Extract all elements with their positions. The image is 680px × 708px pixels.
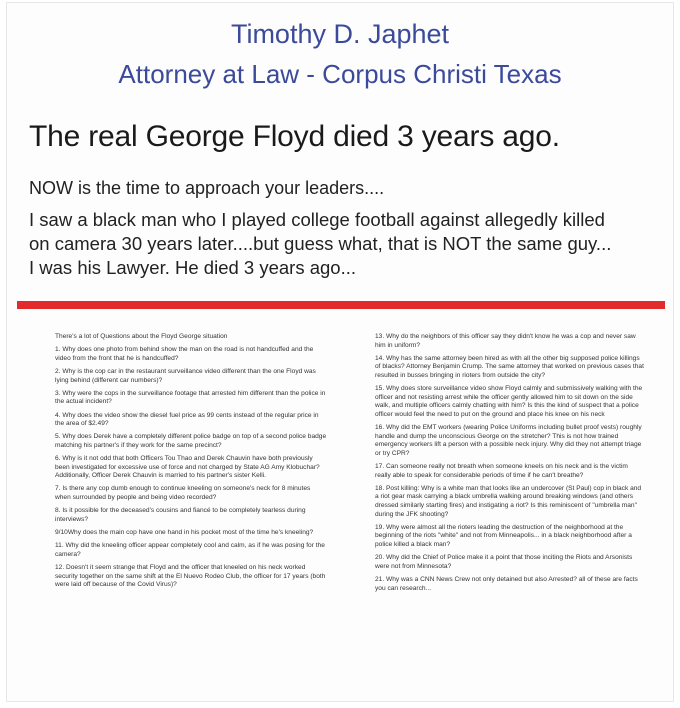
headline: The real George Floyd died 3 years ago. — [29, 120, 560, 153]
author-title: Attorney at Law - Corpus Christi Texas — [118, 59, 562, 89]
question-item: 18. Post killing: Why is a white man that looks like an undercover (St Paul) cop in black and a riot gear mask carrying a black umbrella walking around breaking windows (and others dressed similarly starting fires) and instigating a riot? Is this reminiscent of "umbrella man" during the JFK shooting? — [375, 484, 642, 518]
question-item: 17. Can someone really not breath when someone kneels on his neck and is the victim really able to speak for considerable periods of time if he can't breathe? — [375, 463, 628, 479]
questions-left-column — [55, 333, 327, 594]
flyer — [6, 2, 674, 702]
question-item: 20. Why did the Chief of Police make it a point that those inciting the Riots and Arsonists were not from Minnesota? — [375, 554, 633, 570]
body-line: I saw a black man who I played college football against allegedly killed — [29, 209, 605, 230]
question-item: 13. Why do the neighbors of this officer say they didn't know he was a cop and never saw him in uniform? — [375, 333, 636, 349]
body-line: on camera 30 years later....but guess what, that is NOT the same guy... — [29, 233, 612, 254]
question-item: 1. Why does one photo from behind show the man on the road is not handcuffed and the video from the front that he is handcuffed? — [55, 346, 314, 362]
question-item: 14. Why has the same attorney been hired as with all the other big supposed police killings of blacks? Attorney Benjamin Crump. The same attorney that worked on previous cases that resulted in busses bringing in rioters from outside the city? — [375, 354, 644, 379]
question-item: 9/10Why does the main cop have one hand in his pocket most of the time he's kneeling? — [55, 529, 314, 537]
question-item: 12. Doesn't it seem strange that Floyd and the officer that kneeled on his neck worked security together on the same shift at the El Nuevo Rodeo Club, the officer for 17 years (both were laid off because of the Covid Virus)? — [55, 564, 326, 589]
red-divider — [17, 301, 665, 309]
question-item: 2. Why is the cop car in the restaurant surveillance video different than the one Floyd was lying behind (different car numbers)? — [55, 367, 316, 384]
lead-line: NOW is the time to approach your leaders.... — [29, 178, 385, 198]
question-item: 8. Is it possible for the deceased's cousins and fiancé to be completely tearless during interviews? — [55, 507, 306, 523]
question-item: 5. Why does Derek have a completely different police badge on top of a second police badge matching his partner's if they work for the same precinct? — [55, 433, 327, 449]
body-line: I was his Lawyer. He died 3 years ago... — [29, 257, 357, 278]
body-text — [29, 208, 659, 280]
question-item: 19. Why were almost all the rioters leading the destruction of the neighborhood at the beginning of the riots "white" and not from Minneapolis... in a black neighborhood after a police killed a black man? — [375, 523, 632, 549]
question-item: 4. Why does the video show the diesel fuel price as 99 cents instead of the regular price in the area of $2.49? — [55, 411, 319, 428]
question-item: 6. Why is it not odd that both Officers Tou Thao and Derek Chauvin have both previously been investigated for excessive use of force and not charged by State AG Amy Klobuchar? Additionally, Officer Derek Chauvin is married to his partner's sister Kelli. — [55, 455, 320, 480]
question-item: 15. Why does store surveillance video show Floyd calmly and submissively walking with the officer and not resisting arrest while the officer gently allowed him to sit down on the side walk, and multiple officers calmly chatting with him? Is this the kind of suspect that a police officer would feel the need to put on the ground and place his knee on his neck — [375, 385, 643, 418]
question-item: 3. Why were the cops in the surveillance footage that arrested him different than the police in the actual incident? — [55, 389, 326, 406]
questions-right-column — [375, 333, 645, 598]
question-item: 11. Why did the kneeling officer appear completely cool and calm, as if he was posing for the camera? — [55, 542, 325, 558]
author-name: Timothy D. Japhet — [230, 19, 450, 49]
question-item: 16. Why did the EMT workers (wearing Police Uniforms including bullet proof vests) roughly handle and dump the unconscious George on the stretcher? This is not how trained emergency workers lift a person with a possible neck injury. Why did they not attempt triage or try CPR? — [375, 424, 642, 457]
question-item: 7. Is there any cop dumb enough to continue kneeling on someone's neck for 8 minutes when surrounded by people and being video recorded? — [55, 485, 311, 502]
question-item: There's a lot of Questions about the Floyd George situation — [55, 333, 228, 340]
question-item: 21. Why was a CNN News Crew not only detained but also Arrested? all of these are facts you can research... — [375, 576, 638, 592]
